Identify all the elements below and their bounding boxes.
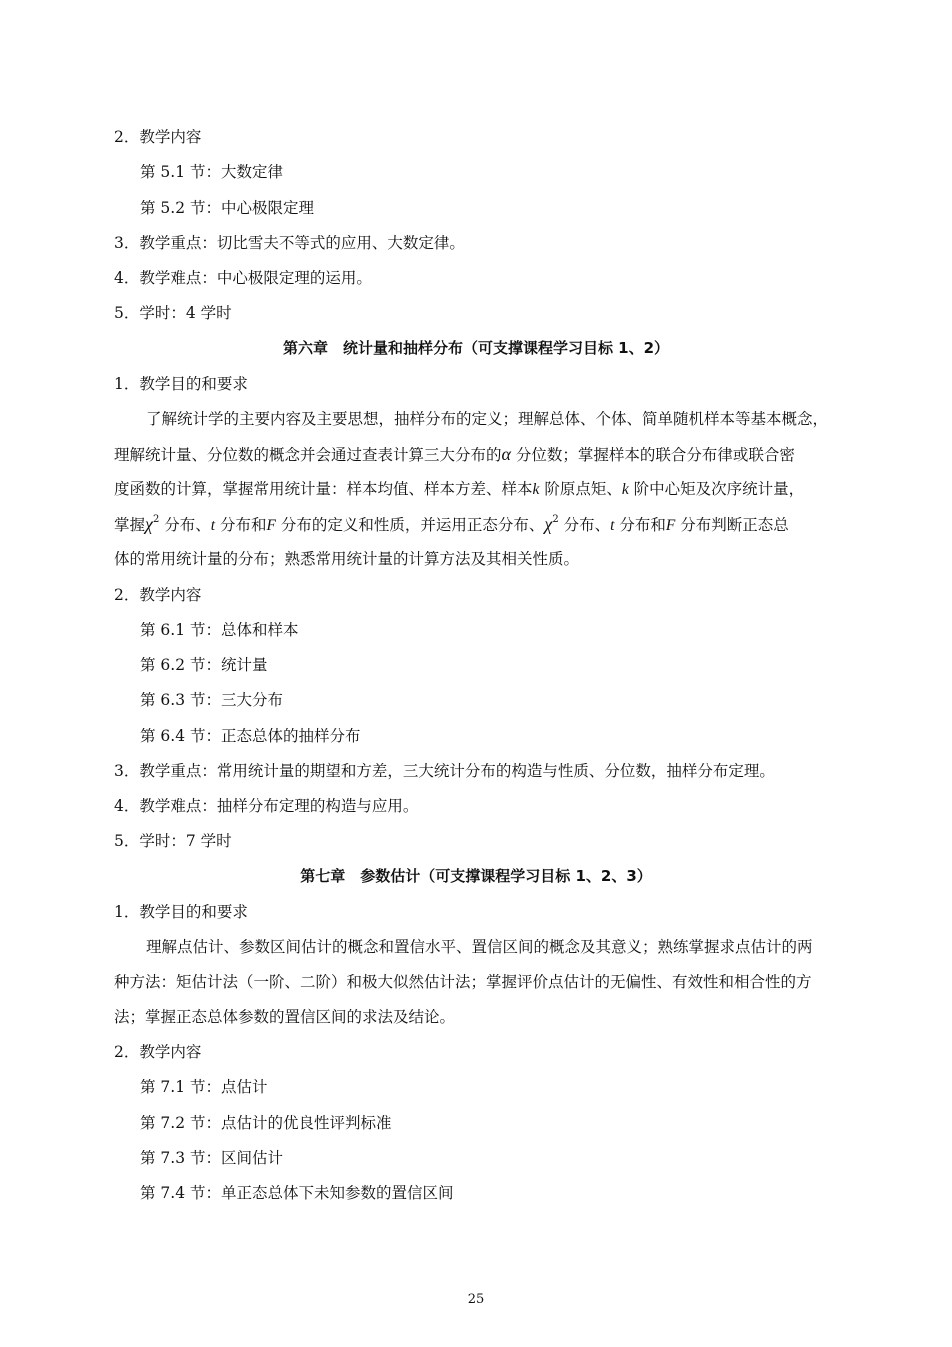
text-span: 分布和: [215, 516, 267, 534]
sec5-difficulties: 4．教学难点：中心极限定理的运用。: [114, 269, 372, 287]
ch6-section-4: 第 6.4 节：正态总体的抽样分布: [140, 727, 361, 745]
square-superscript: 2: [152, 513, 160, 525]
chapter-6-title: 第六章 统计量和抽样分布（可支撑课程学习目标 1、2）: [282, 339, 670, 357]
text-span: 分布、: [558, 516, 611, 534]
sec5-section-2: 第 5.2 节：中心极限定理: [140, 199, 315, 217]
sec5-section-1: 第 5.1 节：大数定律: [140, 163, 284, 181]
ch7-content-heading: 2．教学内容: [114, 1043, 202, 1061]
chi-symbol: χ: [145, 514, 153, 534]
sec5-hours: 5．学时：4 学时: [114, 304, 232, 322]
k-symbol: k: [532, 481, 540, 498]
k-symbol: k: [621, 481, 629, 498]
ch6-difficulties: 4．教学难点：抽样分布定理的构造与应用。: [114, 797, 419, 815]
ch7-goal-line-2: 种方法：矩估计法（一阶、二阶）和极大似然估计法；掌握评价点估计的无偏性、有效性和相合性的方: [114, 973, 812, 991]
chapter-7-title: 第七章 参数估计（可支撑课程学习目标 1、2、3）: [300, 867, 652, 885]
ch7-goal-line-3: 法；掌握正态总体参数的置信区间的求法及结论。: [114, 1008, 456, 1026]
ch6-section-3: 第 6.3 节：三大分布: [140, 691, 284, 709]
ch7-section-1: 第 7.1 节：点估计: [140, 1078, 268, 1096]
ch6-content-heading: 2．教学内容: [114, 586, 202, 604]
ch6-goal-line-4: [114, 514, 789, 536]
ch6-section-1: 第 6.1 节：总体和样本: [140, 621, 299, 639]
text-span: 分布的定义和性质，并运用正态分布、: [275, 516, 545, 534]
ch6-goal-line-2: [114, 444, 795, 465]
f-symbol: F: [266, 517, 276, 534]
sec5-content-heading: 2．教学内容: [114, 128, 202, 146]
ch6-goal-line-3: [114, 479, 804, 500]
text-span: 分布和: [614, 516, 666, 534]
square-superscript: 2: [552, 513, 559, 525]
ch7-section-2: 第 7.2 节：点估计的优良性评判标准: [140, 1114, 392, 1132]
ch7-goal-heading: 1．教学目的和要求: [114, 903, 248, 921]
ch7-section-4: 第 7.4 节：单正态总体下未知参数的置信区间: [140, 1184, 454, 1202]
ch6-hours: 5．学时：7 学时: [114, 832, 232, 850]
t-symbol: t: [210, 517, 216, 534]
ch6-goal-heading: 1．教学目的和要求: [114, 375, 248, 393]
chi-symbol: χ: [544, 514, 553, 534]
f-symbol: F: [665, 517, 676, 534]
text-span: 分布、: [159, 516, 211, 534]
ch7-section-3: 第 7.3 节：区间估计: [140, 1149, 284, 1167]
ch7-goal-line-1: 理解点估计、参数区间估计的概念和置信水平、置信区间的概念及其意义；熟练掌握求点估计的两: [146, 938, 813, 956]
text-span: 理解统计量、分位数的概念并会通过查表计算三大分布的: [114, 446, 502, 464]
ch6-section-2: 第 6.2 节：统计量: [140, 656, 268, 674]
text-span: 度函数的计算，掌握常用统计量：样本均值、样本方差、样本: [114, 480, 533, 498]
text-span: 阶原点矩、: [539, 480, 622, 498]
ch6-goal-line-1: 了解统计学的主要内容及主要思想，抽样分布的定义；理解总体、个体、简单随机样本等基本概念，: [146, 410, 829, 428]
ch6-key-points: 3．教学重点：常用统计量的期望和方差，三大统计分布的构造与性质、分位数，抽样分布定理。: [114, 762, 775, 780]
text-span: 分布判断正态总: [675, 516, 789, 534]
sec5-key-points: 3．教学重点：切比雪夫不等式的应用、大数定律。: [114, 234, 465, 252]
alpha-symbol: α: [501, 444, 511, 464]
text-span: 掌握: [114, 516, 146, 534]
text-span: 分位数；掌握样本的联合分布律或联合密: [510, 446, 795, 464]
page-number: 25: [467, 1292, 485, 1307]
t-symbol: t: [610, 517, 615, 534]
text-span: 阶中心矩及次序统计量，: [628, 480, 805, 498]
ch6-goal-line-5: 体的常用统计量的分布；熟悉常用统计量的计算方法及其相关性质。: [114, 550, 580, 568]
